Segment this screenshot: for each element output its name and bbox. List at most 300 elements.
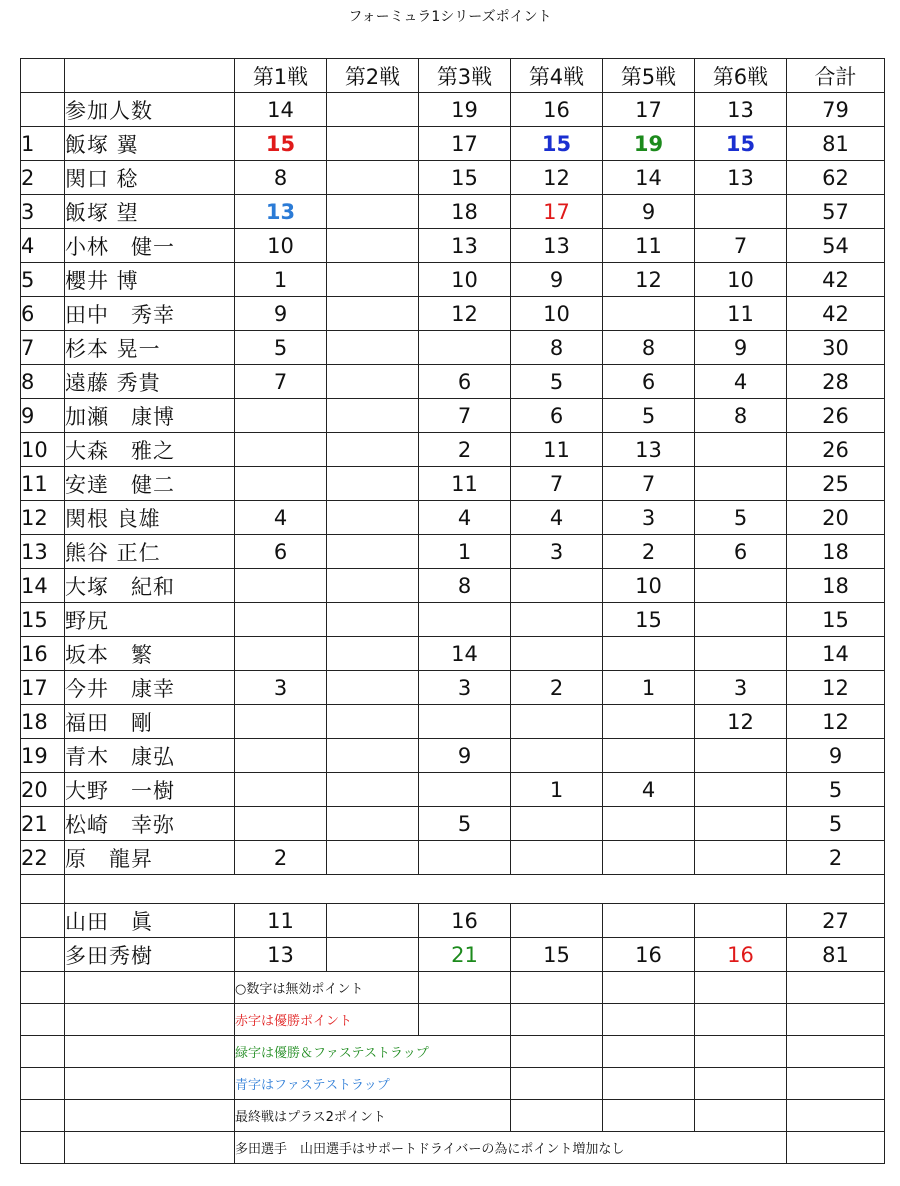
cell-race2: [327, 739, 419, 773]
rank-cell: 17: [21, 671, 65, 705]
cell-race5: 11: [603, 229, 695, 263]
cell-race4: 15: [511, 938, 603, 972]
cell-race1: 2: [235, 841, 327, 875]
support-driver-name: 山田 眞: [65, 904, 235, 938]
note-red: 赤字は優勝ポイント: [235, 1004, 419, 1036]
cell-race4: [511, 603, 603, 637]
table-row: [21, 331, 885, 365]
header-row: [21, 59, 885, 93]
cell-race4: 12: [511, 161, 603, 195]
cell-race1: 10: [235, 229, 327, 263]
cell-race6: 9: [695, 331, 787, 365]
cell-total: 20: [787, 501, 885, 535]
note-green: 緑字は優勝＆ファステストラップ: [235, 1036, 511, 1068]
cell-race6: [695, 841, 787, 875]
participants-label: 参加人数: [65, 93, 235, 127]
cell-race1: [235, 603, 327, 637]
cell-race5: 3: [603, 501, 695, 535]
support-driver-name: 多田秀樹: [65, 938, 235, 972]
table-row: [21, 399, 885, 433]
cell-race4: 10: [511, 297, 603, 331]
cell-total: 5: [787, 773, 885, 807]
cell-race1: 5: [235, 331, 327, 365]
blank-cell: [21, 1004, 65, 1036]
cell-race4: 1: [511, 773, 603, 807]
cell-race3: [419, 603, 511, 637]
cell-race1: [235, 433, 327, 467]
cell-race3: 2: [419, 433, 511, 467]
driver-name: 安達 健二: [65, 467, 235, 501]
blank-cell: [787, 1132, 885, 1164]
cell-race5: 12: [603, 263, 695, 297]
rank-cell: 18: [21, 705, 65, 739]
table-row: [21, 773, 885, 807]
note-row: [21, 1036, 885, 1068]
support-row: [21, 904, 885, 938]
cell-race5: [603, 705, 695, 739]
cell-race1: [235, 637, 327, 671]
cell-race1: 13: [235, 938, 327, 972]
rank-cell: 6: [21, 297, 65, 331]
support-row: [21, 938, 885, 972]
rank-cell: 5: [21, 263, 65, 297]
header-cell: 合計: [787, 59, 885, 93]
table-row: [21, 127, 885, 161]
table-body: [21, 59, 885, 1164]
blank-cell: [511, 1100, 603, 1132]
cell-race3: 8: [419, 569, 511, 603]
table-row: [21, 365, 885, 399]
cell-race1: 14: [235, 93, 327, 127]
table-row: [21, 841, 885, 875]
blank-cell: [603, 1100, 695, 1132]
header-cell: [21, 59, 65, 93]
cell-race1: [235, 705, 327, 739]
blank-cell: [511, 1004, 603, 1036]
driver-name: 松崎 幸弥: [65, 807, 235, 841]
cell-race5: 6: [603, 365, 695, 399]
header-cell: 第4戦: [511, 59, 603, 93]
driver-name: 飯塚 望: [65, 195, 235, 229]
driver-name: 今井 康幸: [65, 671, 235, 705]
cell-race1: [235, 399, 327, 433]
cell-race6: [695, 637, 787, 671]
cell-race6: [695, 773, 787, 807]
cell-race3: [419, 773, 511, 807]
cell-race5: 17: [603, 93, 695, 127]
cell-race2: [327, 161, 419, 195]
cell-race4: 16: [511, 93, 603, 127]
cell-race2: [327, 671, 419, 705]
cell-race4: 7: [511, 467, 603, 501]
cell-race3: 16: [419, 904, 511, 938]
table-row: [21, 501, 885, 535]
cell-total: 62: [787, 161, 885, 195]
cell-race4: 9: [511, 263, 603, 297]
cell-race3: 11: [419, 467, 511, 501]
cell-race4: [511, 739, 603, 773]
cell-race5: 14: [603, 161, 695, 195]
cell-race3: 6: [419, 365, 511, 399]
cell-race3: 18: [419, 195, 511, 229]
rank-cell: 1: [21, 127, 65, 161]
rank-cell: 22: [21, 841, 65, 875]
cell-total: 81: [787, 127, 885, 161]
cell-race1: [235, 773, 327, 807]
cell-race4: [511, 904, 603, 938]
cell-race4: 2: [511, 671, 603, 705]
cell-race2: [327, 93, 419, 127]
driver-name: 大野 一樹: [65, 773, 235, 807]
cell-race1: 15: [235, 127, 327, 161]
rank-cell: 21: [21, 807, 65, 841]
cell-total: 30: [787, 331, 885, 365]
cell-race3: [419, 331, 511, 365]
cell-race3: [419, 705, 511, 739]
cell-race4: 11: [511, 433, 603, 467]
cell-total: 42: [787, 263, 885, 297]
cell-race4: 5: [511, 365, 603, 399]
cell-race2: [327, 399, 419, 433]
cell-race5: [603, 637, 695, 671]
note-invalid: ○数字は無効ポイント: [235, 972, 419, 1004]
driver-name: 熊谷 正仁: [65, 535, 235, 569]
cell-race6: 4: [695, 365, 787, 399]
cell-race2: [327, 195, 419, 229]
rank-cell: 7: [21, 331, 65, 365]
cell-race3: [419, 841, 511, 875]
cell-total: 54: [787, 229, 885, 263]
rank-cell: 3: [21, 195, 65, 229]
cell-total: 25: [787, 467, 885, 501]
cell-total: 57: [787, 195, 885, 229]
table-row: [21, 195, 885, 229]
cell-race1: 7: [235, 365, 327, 399]
cell-race2: [327, 127, 419, 161]
cell-race5: [603, 841, 695, 875]
cell-race4: 17: [511, 195, 603, 229]
note-blue: 青字はファステストラップ: [235, 1068, 511, 1100]
blank-cell: [511, 1036, 603, 1068]
spacer-row: [21, 875, 885, 904]
cell-race5: 4: [603, 773, 695, 807]
cell-total: 12: [787, 705, 885, 739]
note-row: [21, 1068, 885, 1100]
blank-cell: [21, 1100, 65, 1132]
cell-race1: [235, 467, 327, 501]
table-row: [21, 739, 885, 773]
cell-total: 12: [787, 671, 885, 705]
note-row: [21, 972, 885, 1004]
blank-cell: [21, 1132, 65, 1164]
cell-race2: [327, 637, 419, 671]
driver-name: 福田 剛: [65, 705, 235, 739]
cell-total: 42: [787, 297, 885, 331]
cell-race2: [327, 501, 419, 535]
rank-cell: [21, 93, 65, 127]
blank-cell: [65, 972, 235, 1004]
table-row: [21, 671, 885, 705]
header-cell: 第5戦: [603, 59, 695, 93]
header-cell: 第6戦: [695, 59, 787, 93]
cell-race1: 8: [235, 161, 327, 195]
cell-race4: 13: [511, 229, 603, 263]
cell-race1: [235, 739, 327, 773]
rank-cell: 2: [21, 161, 65, 195]
rank-cell: 20: [21, 773, 65, 807]
cell-race6: 10: [695, 263, 787, 297]
cell-race3: 19: [419, 93, 511, 127]
cell-total: 9: [787, 739, 885, 773]
cell-race4: 3: [511, 535, 603, 569]
cell-race3: 9: [419, 739, 511, 773]
cell-race6: [695, 807, 787, 841]
blank-cell: [787, 972, 885, 1004]
blank-cell: [65, 1004, 235, 1036]
points-table: [20, 58, 885, 1164]
cell-race6: 6: [695, 535, 787, 569]
cell-race5: [603, 739, 695, 773]
cell-race2: [327, 569, 419, 603]
rank-cell: 10: [21, 433, 65, 467]
rank-cell: [21, 938, 65, 972]
cell-race1: 4: [235, 501, 327, 535]
blank-cell: [511, 1068, 603, 1100]
table-row: [21, 603, 885, 637]
rank-cell: 14: [21, 569, 65, 603]
cell-race5: 1: [603, 671, 695, 705]
cell-race6: 16: [695, 938, 787, 972]
header-cell: 第3戦: [419, 59, 511, 93]
cell-total: 15: [787, 603, 885, 637]
header-cell: [65, 59, 235, 93]
rank-cell: [21, 904, 65, 938]
cell-race6: 13: [695, 93, 787, 127]
cell-race5: 2: [603, 535, 695, 569]
blank-cell: [787, 1068, 885, 1100]
driver-name: 野尻: [65, 603, 235, 637]
driver-name: 青木 康弘: [65, 739, 235, 773]
cell-race6: 5: [695, 501, 787, 535]
driver-name: 小林 健一: [65, 229, 235, 263]
cell-race2: [327, 467, 419, 501]
rank-cell: 15: [21, 603, 65, 637]
blank-cell: [695, 1004, 787, 1036]
cell-race1: 3: [235, 671, 327, 705]
cell-race4: [511, 807, 603, 841]
cell-race6: [695, 433, 787, 467]
cell-race5: [603, 807, 695, 841]
cell-race3: 10: [419, 263, 511, 297]
cell-race2: [327, 904, 419, 938]
cell-race4: 8: [511, 331, 603, 365]
blank-cell: [65, 1036, 235, 1068]
cell-race1: 9: [235, 297, 327, 331]
cell-race6: 11: [695, 297, 787, 331]
cell-total: 79: [787, 93, 885, 127]
blank-cell: [787, 1036, 885, 1068]
cell-race6: [695, 739, 787, 773]
table-row: [21, 263, 885, 297]
cell-total: 18: [787, 535, 885, 569]
cell-race4: 6: [511, 399, 603, 433]
cell-total: 28: [787, 365, 885, 399]
blank-cell: [787, 1004, 885, 1036]
cell-race2: [327, 938, 419, 972]
cell-race6: [695, 904, 787, 938]
blank-cell: [21, 1068, 65, 1100]
table-row: [21, 297, 885, 331]
cell-race3: 1: [419, 535, 511, 569]
table-row: [21, 535, 885, 569]
driver-name: 田中 秀幸: [65, 297, 235, 331]
driver-name: 杉本 晃一: [65, 331, 235, 365]
cell-race6: 12: [695, 705, 787, 739]
blank-cell: [511, 972, 603, 1004]
cell-total: 26: [787, 433, 885, 467]
blank-cell: [21, 1036, 65, 1068]
cell-race1: [235, 807, 327, 841]
cell-race6: [695, 195, 787, 229]
rank-cell: 4: [21, 229, 65, 263]
rank-cell: 12: [21, 501, 65, 535]
blank-cell: [65, 875, 885, 904]
page-title: フォーミュラ1シリーズポイント: [348, 9, 552, 25]
blank-cell: [695, 972, 787, 1004]
cell-race5: 7: [603, 467, 695, 501]
cell-race2: [327, 263, 419, 297]
blank-cell: [65, 1068, 235, 1100]
table-row: [21, 569, 885, 603]
cell-race5: 19: [603, 127, 695, 161]
cell-race4: [511, 705, 603, 739]
cell-race6: [695, 603, 787, 637]
table-row: [21, 705, 885, 739]
cell-race2: [327, 603, 419, 637]
driver-name: 関口 稔: [65, 161, 235, 195]
cell-race3: 4: [419, 501, 511, 535]
header-cell: 第2戦: [327, 59, 419, 93]
cell-race3: 5: [419, 807, 511, 841]
blank-cell: [21, 875, 65, 904]
cell-race3: 21: [419, 938, 511, 972]
cell-race2: [327, 773, 419, 807]
cell-race2: [327, 229, 419, 263]
table-row: [21, 161, 885, 195]
blank-cell: [603, 1068, 695, 1100]
note-row: [21, 1100, 885, 1132]
blank-cell: [695, 1068, 787, 1100]
cell-race3: 12: [419, 297, 511, 331]
cell-race3: 3: [419, 671, 511, 705]
driver-name: 大森 雅之: [65, 433, 235, 467]
cell-race4: 4: [511, 501, 603, 535]
blank-cell: [21, 972, 65, 1004]
cell-race2: [327, 705, 419, 739]
cell-total: 14: [787, 637, 885, 671]
cell-total: 2: [787, 841, 885, 875]
cell-race3: 7: [419, 399, 511, 433]
cell-race3: 13: [419, 229, 511, 263]
cell-race1: 11: [235, 904, 327, 938]
cell-race4: [511, 637, 603, 671]
driver-name: 加瀬 康博: [65, 399, 235, 433]
cell-race2: [327, 297, 419, 331]
table-row: [21, 807, 885, 841]
driver-name: 坂本 繁: [65, 637, 235, 671]
cell-race2: [327, 433, 419, 467]
table-row: [21, 229, 885, 263]
cell-race2: [327, 331, 419, 365]
rank-cell: 16: [21, 637, 65, 671]
cell-race6: 7: [695, 229, 787, 263]
cell-race4: [511, 841, 603, 875]
cell-race1: 13: [235, 195, 327, 229]
driver-name: 原 龍昇: [65, 841, 235, 875]
rank-cell: 11: [21, 467, 65, 501]
cell-race6: 13: [695, 161, 787, 195]
cell-race5: 8: [603, 331, 695, 365]
blank-cell: [603, 1036, 695, 1068]
cell-race5: 10: [603, 569, 695, 603]
header-cell: 第1戦: [235, 59, 327, 93]
rank-cell: 19: [21, 739, 65, 773]
cell-race2: [327, 365, 419, 399]
rank-cell: 9: [21, 399, 65, 433]
cell-total: 27: [787, 904, 885, 938]
driver-name: 関根 良雄: [65, 501, 235, 535]
cell-race5: 15: [603, 603, 695, 637]
cell-total: 26: [787, 399, 885, 433]
driver-name: 大塚 紀和: [65, 569, 235, 603]
cell-race6: 15: [695, 127, 787, 161]
cell-race2: [327, 841, 419, 875]
cell-race5: 5: [603, 399, 695, 433]
cell-total: 5: [787, 807, 885, 841]
cell-race6: 3: [695, 671, 787, 705]
cell-race3: 14: [419, 637, 511, 671]
participants-row: [21, 93, 885, 127]
cell-race2: [327, 807, 419, 841]
cell-race5: 16: [603, 938, 695, 972]
cell-race5: 13: [603, 433, 695, 467]
blank-cell: [603, 972, 695, 1004]
note-row: [21, 1132, 885, 1164]
driver-name: 櫻井 博: [65, 263, 235, 297]
note-final: 最終戦はプラス2ポイント: [235, 1100, 511, 1132]
driver-name: 飯塚 翼: [65, 127, 235, 161]
cell-race3: 17: [419, 127, 511, 161]
cell-race6: 8: [695, 399, 787, 433]
note-support: 多田選手 山田選手はサポートドライバーの為にポイント増加なし: [235, 1132, 787, 1164]
blank-cell: [419, 972, 511, 1004]
cell-race2: [327, 535, 419, 569]
blank-cell: [65, 1132, 235, 1164]
rank-cell: 8: [21, 365, 65, 399]
blank-cell: [695, 1036, 787, 1068]
cell-race1: 6: [235, 535, 327, 569]
blank-cell: [419, 1004, 511, 1036]
cell-race4: 15: [511, 127, 603, 161]
cell-race1: 1: [235, 263, 327, 297]
driver-name: 遠藤 秀貴: [65, 365, 235, 399]
blank-cell: [65, 1100, 235, 1132]
blank-cell: [695, 1100, 787, 1132]
cell-race1: [235, 569, 327, 603]
cell-race6: [695, 569, 787, 603]
blank-cell: [603, 1004, 695, 1036]
table-row: [21, 637, 885, 671]
